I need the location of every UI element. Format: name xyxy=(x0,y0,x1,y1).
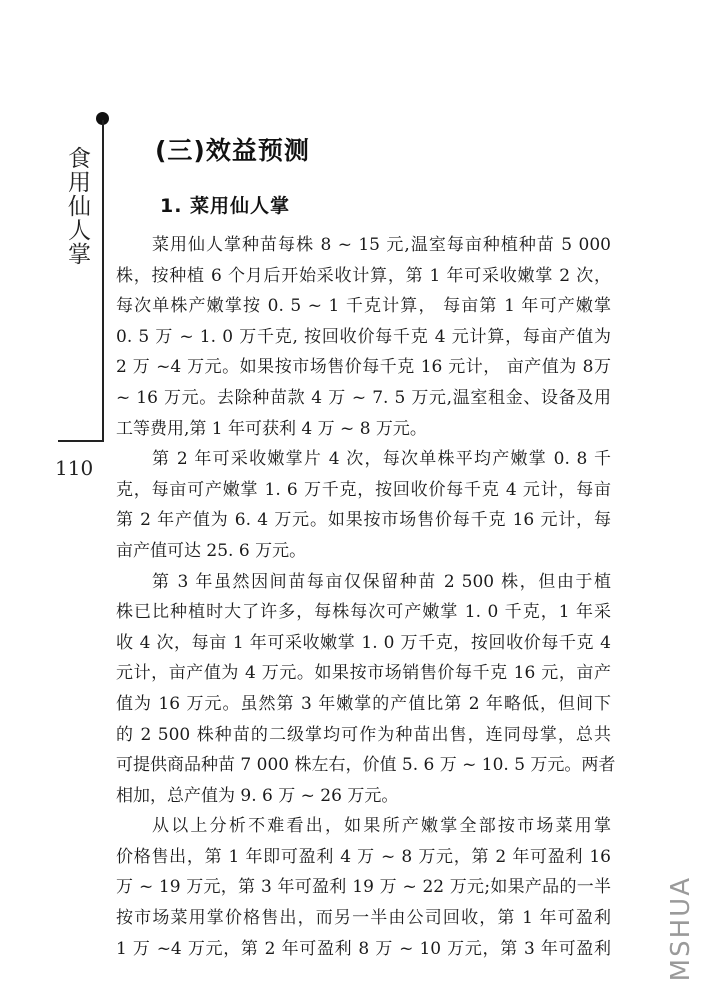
text-line: 株已比种植时大了许多，每株每次可产嫩掌 1. 0 千克，1 年采 xyxy=(116,602,611,623)
text-line: 0. 5 万 ~ 1. 0 万千克, 按回收价每千克 4 元计算，每亩产值为 xyxy=(116,326,611,347)
text-line: 相加，总产值为 9. 6 万 ~ 26 万元。 xyxy=(116,785,399,806)
text-line: 万 ~ 19 万元，第 3 年可盈利 19 万 ~ 22 万元;如果产品的一半 xyxy=(116,877,611,898)
text-line: 价格售出，第 1 年即可盈利 4 万 ~ 8 万元，第 2 年可盈利 16 xyxy=(116,846,611,867)
body-text xyxy=(116,230,616,964)
text-line: 2 万 ~4 万元。如果按市场售价每千克 16 元计， 亩产值为 8万 xyxy=(116,357,611,378)
text-line: 株，按种植 6 个月后开始采收计算，第 1 年可采收嫩掌 2 次， xyxy=(116,265,611,286)
text-line: 亩产值可达 25. 6 万元。 xyxy=(116,540,307,561)
text-line: 的 2 500 株种苗的二级掌均可作为种苗出售，连同母掌，总共 xyxy=(116,724,611,745)
text-line: 收 4 次，每亩 1 年可采收嫩掌 1. 0 万千克，按回收价每千克 4 xyxy=(116,632,611,653)
text-line: 可提供商品种苗 7 000 株左右，价值 5. 6 万 ~ 10. 5 万元。两者 xyxy=(116,755,616,776)
text-line: ~ 16 万元。去除种苗款 4 万 ~ 7. 5 万元,温室租金、设备及用 xyxy=(116,387,611,408)
text-line: 菜用仙人掌种苗每株 8 ~ 15 元,温室每亩种植种苗 5 000 xyxy=(152,235,611,255)
text-line: 工等费用,第 1 年可获利 4 万 ~ 8 万元。 xyxy=(116,418,427,439)
text-line: 克，每亩可产嫩掌 1. 6 万千克，按回收价每千克 4 元计，每亩 xyxy=(116,479,611,500)
margin-rule-hook xyxy=(58,440,104,442)
text-line: 第 2 年产值为 6. 4 万元。如果按市场售价每千克 16 元计，每 xyxy=(116,510,611,531)
text-line: 元计，亩产值为 4 万元。如果按市场销售价每千克 16 元，亩产 xyxy=(116,663,611,684)
text-line: 值为 16 万元。虽然第 3 年嫩掌的产值比第 2 年略低，但间下 xyxy=(116,693,611,714)
text-line: 从以上分析不难看出，如果所产嫩掌全部按市场菜用掌 xyxy=(152,816,611,837)
watermark: MSHUA xyxy=(666,876,696,982)
running-head: 食用仙人掌 xyxy=(64,146,90,266)
text-line: 每次单株产嫩掌按 0. 5 ~ 1 千克计算， 每亩第 1 年可产嫩掌 xyxy=(116,296,611,317)
section-title: (三)效益预测 xyxy=(155,136,310,165)
text-line: 第 2 年可采收嫩掌片 4 次，每次单株平均产嫩掌 0. 8 千 xyxy=(152,449,611,470)
text-line: 1 万 ~4 万元，第 2 年可盈利 8 万 ~ 10 万元，第 3 年可盈利 xyxy=(116,938,611,959)
subsection-title: 1. 菜用仙人掌 xyxy=(160,195,291,217)
text-line: 按市场菜用掌价格售出，而另一半由公司回收，第 1 年可盈利 xyxy=(116,908,611,929)
margin-rule xyxy=(102,120,104,442)
text-line: 第 3 年虽然因间苗每亩仅保留种苗 2 500 株，但由于植 xyxy=(152,571,611,592)
page-number: 110 xyxy=(55,456,94,480)
